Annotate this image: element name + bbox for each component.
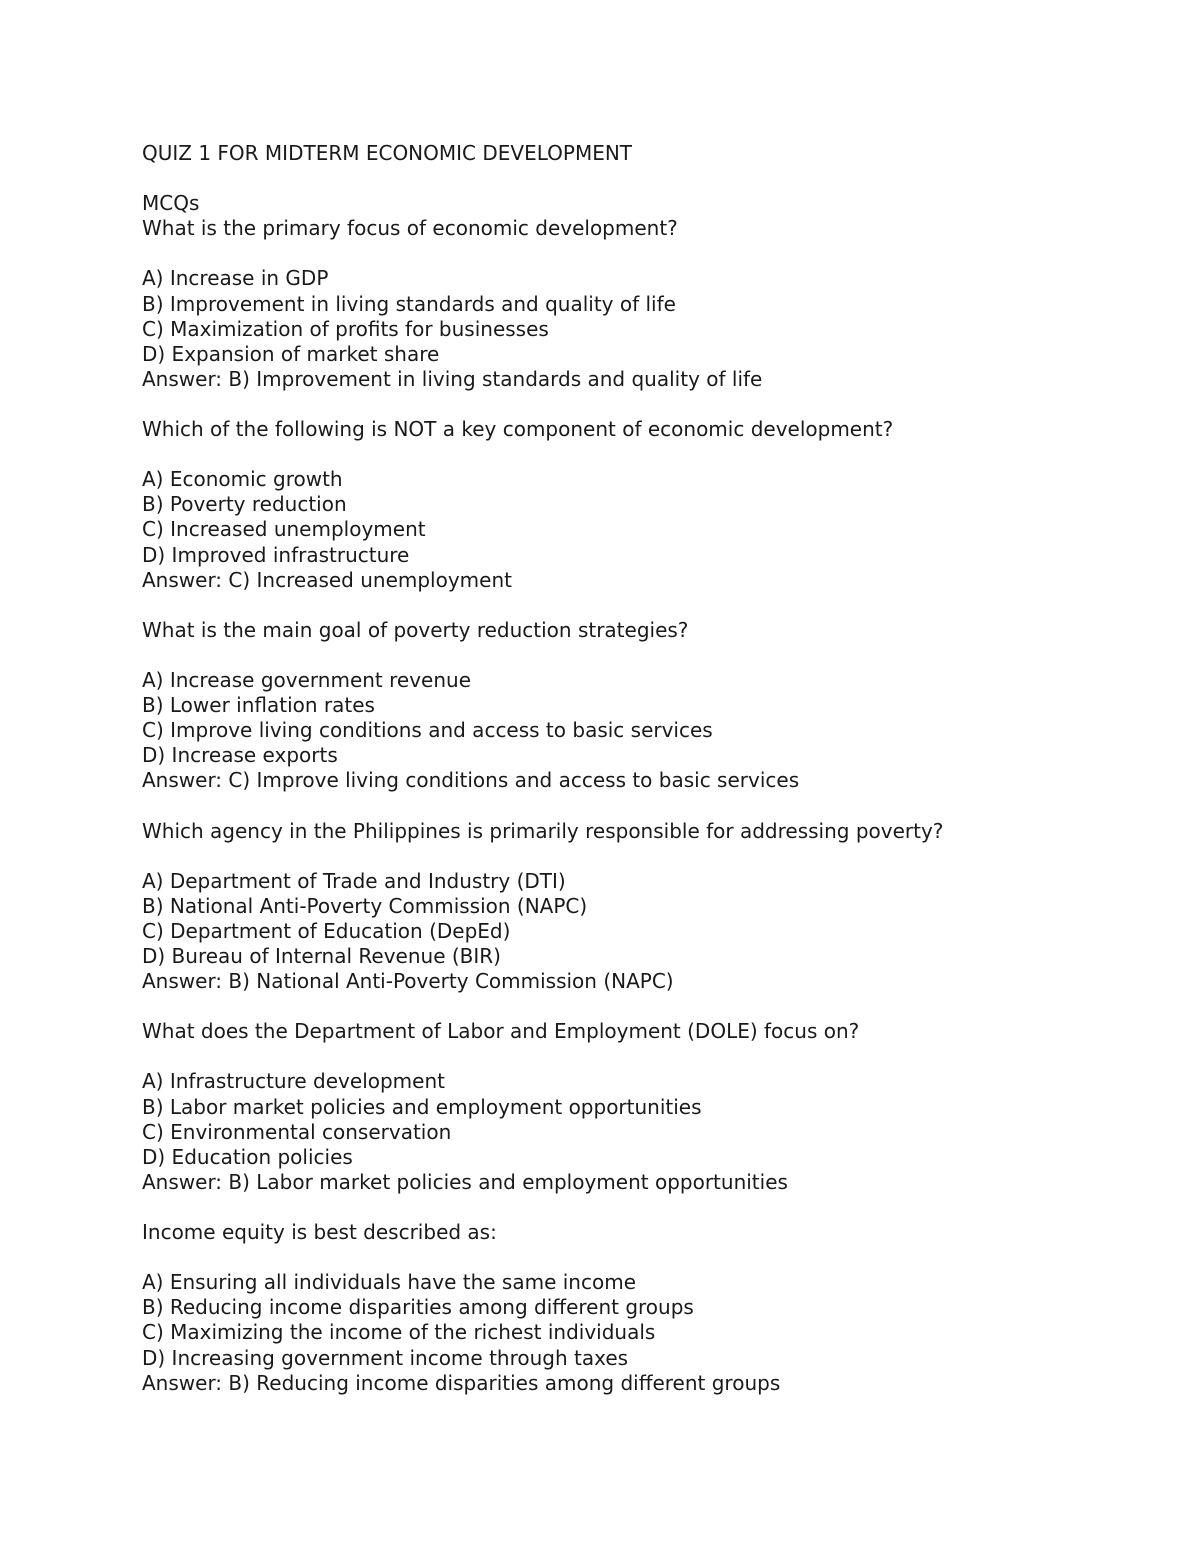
option-d: D) Bureau of Internal Revenue (BIR) bbox=[142, 944, 501, 968]
question-block bbox=[142, 216, 1142, 392]
option-c: C) Improve living conditions and access to basic services bbox=[142, 718, 713, 743]
answer-text: Answer: B) Improvement in living standards and quality of life bbox=[142, 366, 763, 391]
option-c: C) Maximization of profits for businesses bbox=[142, 316, 549, 341]
question-block bbox=[142, 1019, 1142, 1195]
option-d: D) Increasing government income through taxes bbox=[142, 1345, 629, 1370]
question-text: Which agency in the Philippines is primarily responsible for addressing poverty? bbox=[142, 818, 944, 843]
spacer bbox=[142, 994, 1142, 1019]
answer-text: Answer: C) Increased unemployment bbox=[142, 567, 512, 592]
spacer bbox=[142, 442, 1142, 467]
answer-text: Answer: C) Improve living conditions and access to basic services bbox=[142, 768, 800, 793]
spacer bbox=[142, 793, 1142, 818]
option-b: B) National Anti-Poverty Commission (NAPC) bbox=[142, 893, 588, 918]
option-b: B) Poverty reduction bbox=[142, 492, 347, 517]
question-block bbox=[142, 819, 1142, 995]
option-c: C) Maximizing the income of the richest individuals bbox=[142, 1320, 656, 1345]
question-text: What is the main goal of poverty reduction strategies? bbox=[142, 617, 689, 642]
option-a: A) Economic growth bbox=[142, 467, 343, 492]
spacer bbox=[142, 844, 1142, 869]
spacer bbox=[142, 593, 1142, 618]
question-text: What does the Department of Labor and Employment (DOLE) focus on? bbox=[142, 1019, 860, 1044]
document-body bbox=[142, 141, 1142, 1396]
section-label: MCQs bbox=[142, 191, 200, 216]
spacer bbox=[142, 166, 1142, 191]
option-d: D) Education policies bbox=[142, 1144, 353, 1169]
question-block bbox=[142, 417, 1142, 593]
option-b: B) Labor market policies and employment opportunities bbox=[142, 1094, 702, 1119]
spacer bbox=[142, 392, 1142, 417]
option-c: C) Increased unemployment bbox=[142, 517, 426, 542]
option-b: B) Lower inflation rates bbox=[142, 693, 375, 718]
question-text: Income equity is best described as: bbox=[142, 1220, 497, 1245]
answer-text: Answer: B) Labor market policies and employment opportunities bbox=[142, 1169, 788, 1194]
quiz-title: QUIZ 1 FOR MIDTERM ECONOMIC DEVELOPMENT bbox=[142, 141, 633, 165]
option-a: A) Increase government revenue bbox=[142, 667, 472, 692]
option-b: B) Reducing income disparities among different groups bbox=[142, 1295, 694, 1320]
option-d: D) Improved infrastructure bbox=[142, 542, 410, 567]
spacer bbox=[142, 1044, 1142, 1069]
option-c: C) Department of Education (DepEd) bbox=[142, 918, 511, 943]
option-a: A) Ensuring all individuals have the same income bbox=[142, 1270, 637, 1295]
spacer bbox=[142, 643, 1142, 668]
question-block bbox=[142, 618, 1142, 794]
answer-text: Answer: B) Reducing income disparities among different groups bbox=[142, 1370, 781, 1395]
option-d: D) Increase exports bbox=[142, 743, 338, 768]
option-b: B) Improvement in living standards and quality of life bbox=[142, 291, 676, 316]
answer-text: Answer: B) National Anti-Poverty Commission (NAPC) bbox=[142, 969, 674, 994]
question-text: What is the primary focus of economic development? bbox=[142, 216, 678, 241]
option-c: C) Environmental conservation bbox=[142, 1119, 452, 1144]
option-a: A) Department of Trade and Industry (DTI) bbox=[142, 868, 566, 893]
option-a: A) Increase in GDP bbox=[142, 266, 329, 291]
spacer bbox=[142, 1195, 1142, 1220]
question-block bbox=[142, 1220, 1142, 1396]
spacer bbox=[142, 241, 1142, 266]
question-text: Which of the following is NOT a key component of economic development? bbox=[142, 417, 894, 442]
option-d: D) Expansion of market share bbox=[142, 341, 440, 366]
option-a: A) Infrastructure development bbox=[142, 1069, 445, 1094]
spacer bbox=[142, 1245, 1142, 1270]
